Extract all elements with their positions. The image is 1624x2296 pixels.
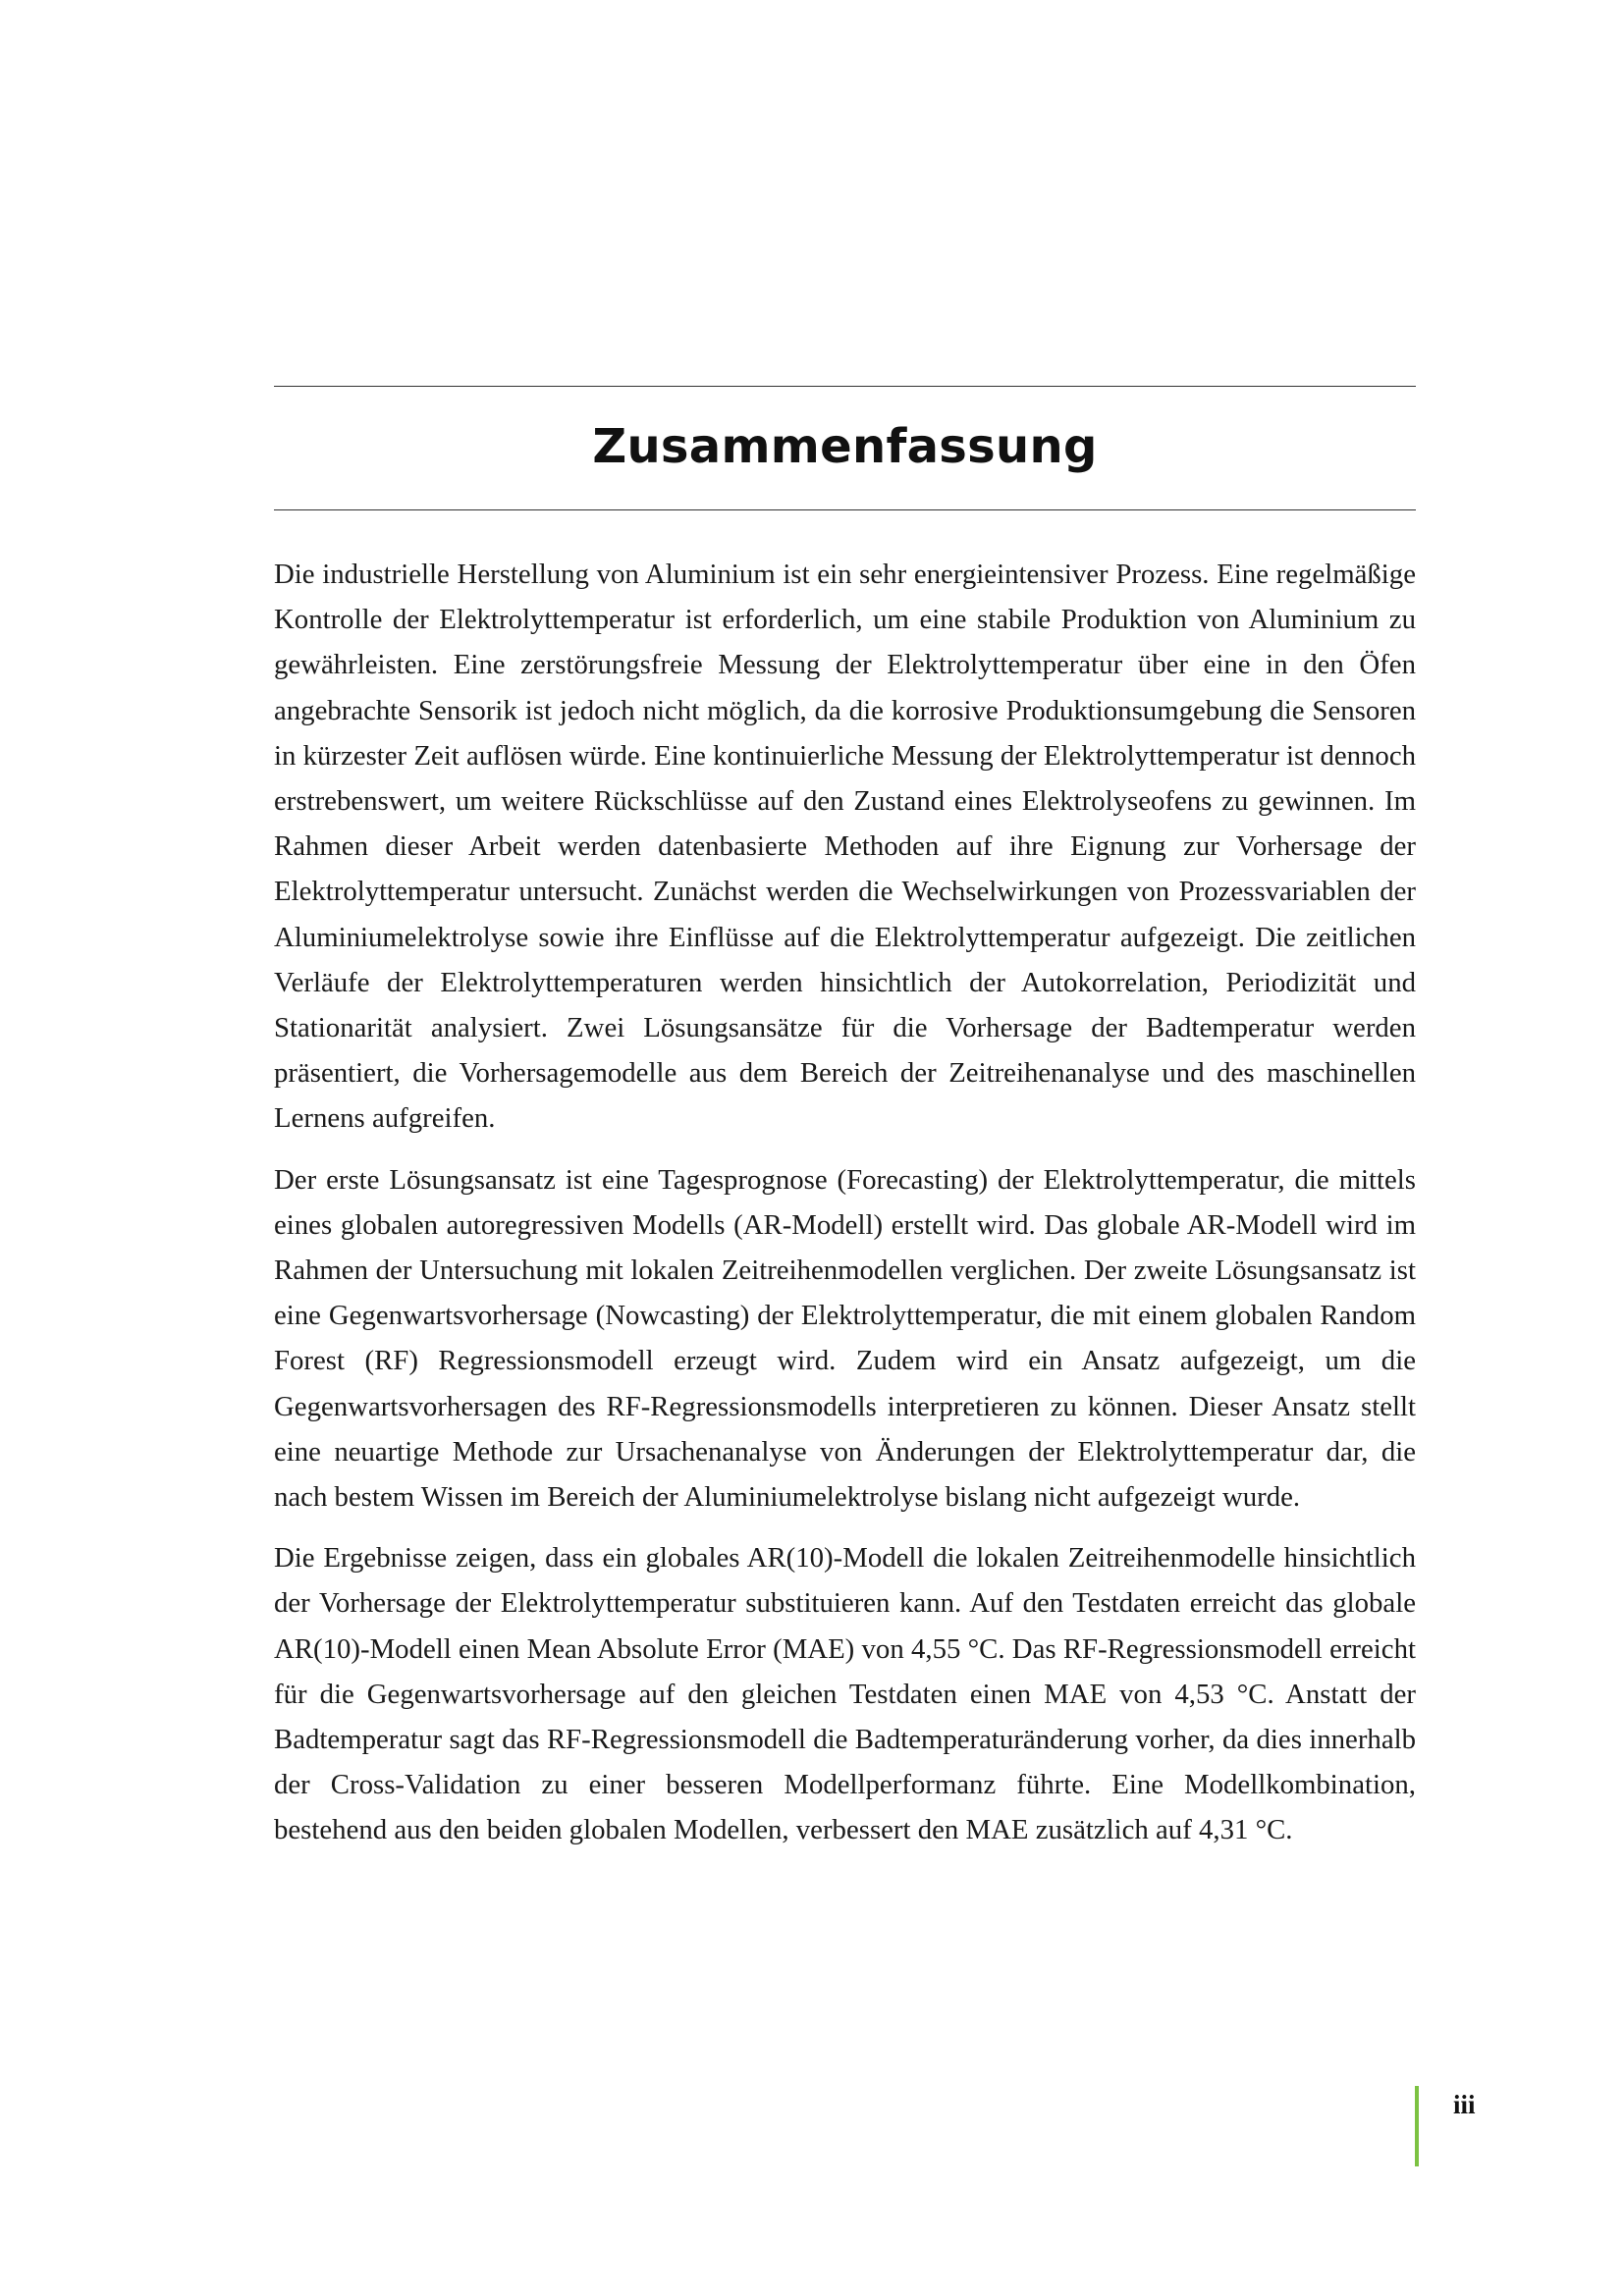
page-marker-bar bbox=[1415, 2086, 1419, 2166]
title-rule-top bbox=[274, 386, 1416, 387]
title-rule-bottom bbox=[274, 509, 1416, 510]
paragraph-3: Die Ergebnisse zeigen, dass ein globales AR(10)-Modell die lokalen Zeitreihenmodelle hinsichtlich der Vorhersage der Elektrolyttemperatur substituieren kann. Auf den Testdaten erreicht das globale AR(10)-Modell einen Mean Absolute Error (MAE) von 4,55 °C. Das RF-Regressionsmodell erreicht für die Gegenwartsvorhersage auf den gleichen Testdaten einen MAE von 4,53 °C. Anstatt der Badtemperatur sagt das RF-Regressionsmodell die Badtemperaturänderung vorher, da dies innerhalb der Cross-Validation zu einer besseren Modellperformanz führte. Eine Modellkombination, bestehend aus den beiden globalen Modellen, verbessert den MAE zusätzlich auf 4,31 °C. bbox=[274, 1542, 1416, 1846]
paragraph-1: Die industrielle Herstellung von Aluminium ist ein sehr energieintensiver Prozess. Eine regelmäßige Kontrolle der Elektrolyttemperatur ist erforderlich, um eine stabile Produktion von Aluminium zu gewährleisten. Eine zerstörungsfreie Messung der Elektrolyttemperatur über eine in den Öfen angebrachte Sensorik ist jedoch nicht möglich, da die korrosive Produktionsumgebung die Sensoren in kürzester Zeit auflösen würde. Eine kontinuierliche Messung der Elektrolyttemperatur ist dennoch erstrebenswert, um weitere Rückschlüsse auf den Zustand eines Elektrolyseofens zu gewinnen. Im Rahmen dieser Arbeit werden datenbasierte Methoden auf ihre Eignung zur Vorhersage der Elektrolyttemperatur untersucht. Zunächst werden die Wechselwirkungen von Prozessvariablen der Aluminiumelektrolyse sowie ihre Einflüsse auf die Elektrolyttemperatur aufgezeigt. Die zeitlichen Verläufe der Elektrolyttemperaturen werden hinsichtlich der Autokorrelation, Periodizität und Stationarität analysiert. Zwei Lösungsansätze für die Vorhersage der Badtemperatur werden präsentiert, die Vorhersagemodelle aus dem Bereich der Zeitreihenanalyse und des maschinellen Lernens aufgreifen. bbox=[274, 559, 1416, 1135]
page-number: iii bbox=[1453, 2090, 1476, 2119]
paragraph-2: Der erste Lösungsansatz ist eine Tagesprognose (Forecasting) der Elektrolyttemperatur, die mittels eines globalen autoregressiven Modells (AR-Modell) erstellt wird. Das globale AR-Modell wird im Rahmen der Untersuchung mit lokalen Zeitreihenmodellen verglichen. Der zweite Lösungsansatz ist eine Gegenwartsvorhersage (Nowcasting) der Elektrolyttemperatur, die mit einem globalen Random Forest (RF) Regressionsmodell erzeugt wird. Zudem wird ein Ansatz aufgezeigt, um die Gegenwartsvorhersagen des RF-Regressionsmodells interpretieren zu können. Dieser Ansatz stellt eine neuartige Methode zur Ursachenanalyse von Änderungen der Elektrolyttemperatur dar, die nach bestem Wissen im Bereich der Aluminiumelektrolyse bislang nicht aufgezeigt wurde. bbox=[274, 1163, 1416, 1514]
abstract-body bbox=[274, 552, 1416, 1869]
page-title: Zusammenfassung bbox=[592, 419, 1098, 474]
